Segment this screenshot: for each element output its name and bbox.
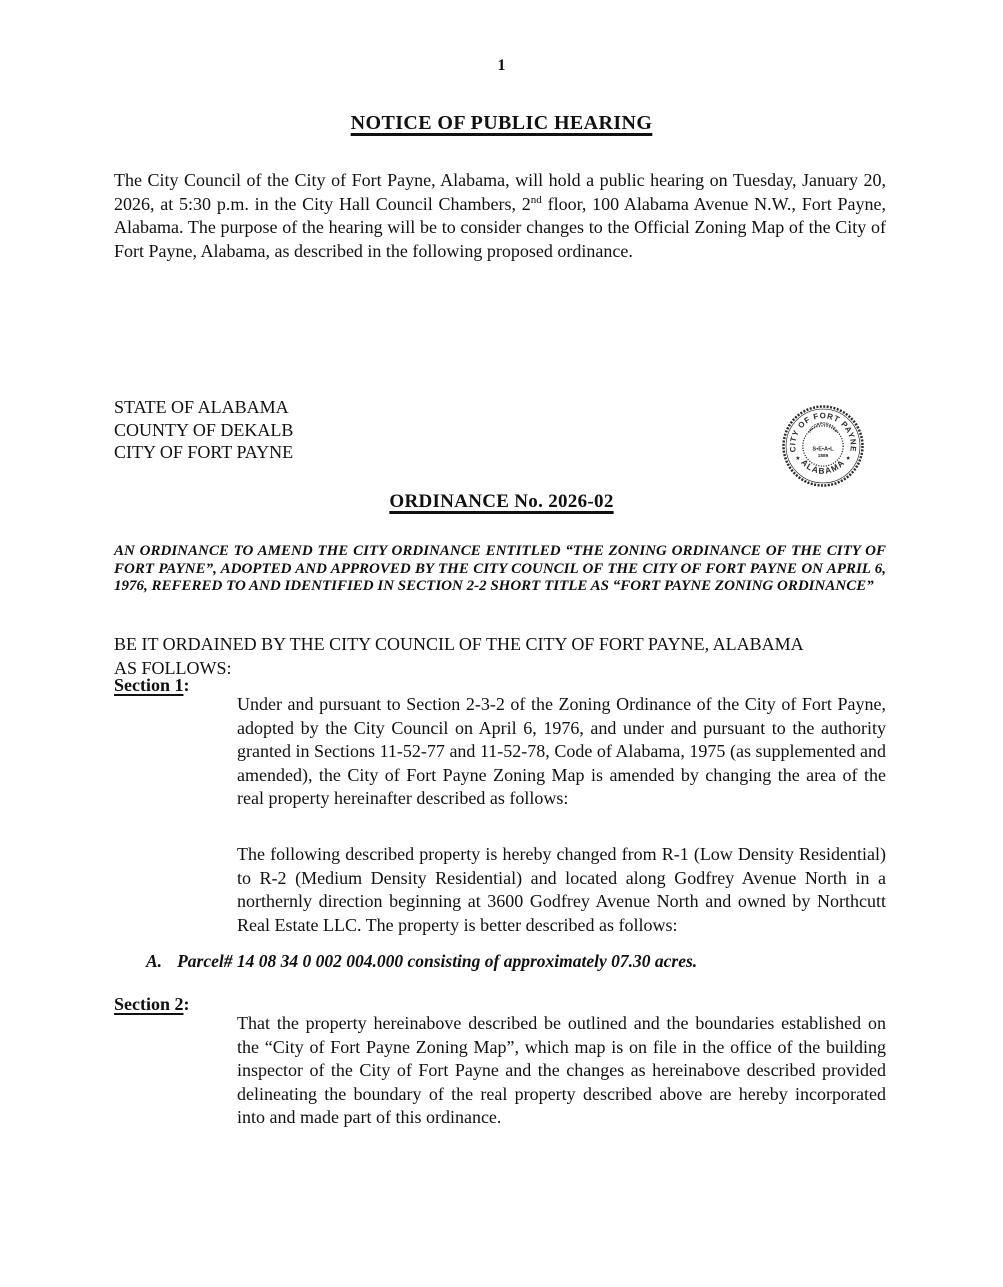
intro-text-before: The City Council of the City of Fort Payne, Alabama, will hold a public hearing on Tuesday, January 20, 2026, at 5:30 p.m. in the City Hall Council Chambers, 2 — [114, 170, 886, 214]
seal-bottom-text: ALABAMA — [799, 457, 847, 476]
parcel-item — [146, 951, 697, 972]
parcel-item-text: Parcel# 14 08 34 0 002 004.000 consisting of approximately 07.30 acres. — [177, 951, 698, 971]
letterhead — [114, 396, 293, 464]
seal-incorporated-text: INCORPORATED — [807, 421, 839, 434]
seal-year-text: 1889 — [817, 452, 829, 458]
city-seal — [781, 404, 865, 488]
ordinance-enactment: BE IT ORDAINED BY THE CITY COUNCIL OF THE CITY OF FORT PAYNE, ALABAMA AS FOLLOWS: — [114, 634, 803, 678]
city-seal-icon — [781, 404, 865, 488]
ordinal-superscript: nd — [530, 193, 542, 206]
ordinance-heading — [0, 491, 1003, 513]
document-title — [0, 112, 1003, 135]
letterhead-city: CITY OF FORT PAYNE — [114, 442, 294, 462]
ordinance-heading-text: ORDINANCE No. 2026-02 — [389, 491, 614, 512]
document-title-text: NOTICE OF PUBLIC HEARING — [350, 112, 653, 134]
svg-text:INCORPORATED — [808, 422, 839, 434]
seal-star-right-icon: ★ — [845, 455, 851, 462]
section1-paragraph-2: The following described property is hereby changed from R-1 (Low Density Residential) to R-2 (Medium Density Residential) and located along Godfrey Avenue North in a northernly direction beginning at 3600 Godfrey Avenue North and owned by Northcutt Real Estate LLC. The property is better described as follows: — [237, 844, 886, 935]
seal-star-left-icon: ★ — [795, 455, 801, 462]
section2-label-colon: : — [183, 994, 190, 1014]
section1-label-text: Section 1 — [114, 675, 184, 695]
letterhead-state: STATE OF ALABAMA — [114, 397, 289, 417]
parcel-item-label: A. — [146, 951, 163, 971]
seal-top-text: CITY OF FORT PAYNE — [788, 411, 858, 453]
ordinance-preamble: AN ORDINANCE TO AMEND THE CITY ORDINANCE ENTITLED “THE ZONING ORDINANCE OF THE CITY OF FORT PAYNE”, ADOPTED AND APPROVED BY THE CITY COUNCIL OF THE CITY OF FORT PAYNE ON APRIL 6, 1976, REFERED TO AND IDENTIFIED IN SECTION 2-2 SHORT TITLE AS “FORT PAYNE ZONING ORDINANCE” — [114, 543, 886, 595]
letterhead-county: COUNTY OF DEKALB — [114, 419, 294, 440]
intro-text-after: floor, 100 Alabama Avenue N.W., Fort Payne, Alabama. The purpose of the hearing will be to consider changes to the Official Zoning Map of the City of Fort Payne, Alabama, as described in the following proposed ordinance. — [114, 193, 886, 261]
section1-label — [114, 675, 190, 696]
svg-text:ALABAMA — [799, 457, 847, 476]
section2-label-text: Section 2 — [114, 994, 184, 1014]
section2-label — [114, 994, 190, 1015]
section1-paragraph-1: Under and pursuant to Section 2-3-2 of the Zoning Ordinance of the City of Fort Payne, adopted by the City Council on April 6, 1976, and under and pursuant to the authority granted in Sections 11-52-77 and 11-52-78, Code of Alabama, 1975 (as supplemented and amended), the City of Fort Payne Zoning Map is amended by changing the area of the real property hereinafter described as follows: — [237, 694, 886, 808]
seal-center-text: S•E•A•L — [812, 446, 834, 453]
page-number: 1 — [497, 57, 506, 74]
section1-label-colon: : — [183, 675, 190, 695]
intro-paragraph — [114, 169, 886, 263]
section2-body: That the property hereinabove described be outlined and the boundaries established on the “City of Fort Payne Zoning Map”, which map is on file in the office of the building inspector of the City of Fort Payne and the changes as hereinabove described provided delineating the boundary of the real property described above are hereby incorporated into and made part of this ordinance. — [237, 1013, 886, 1127]
